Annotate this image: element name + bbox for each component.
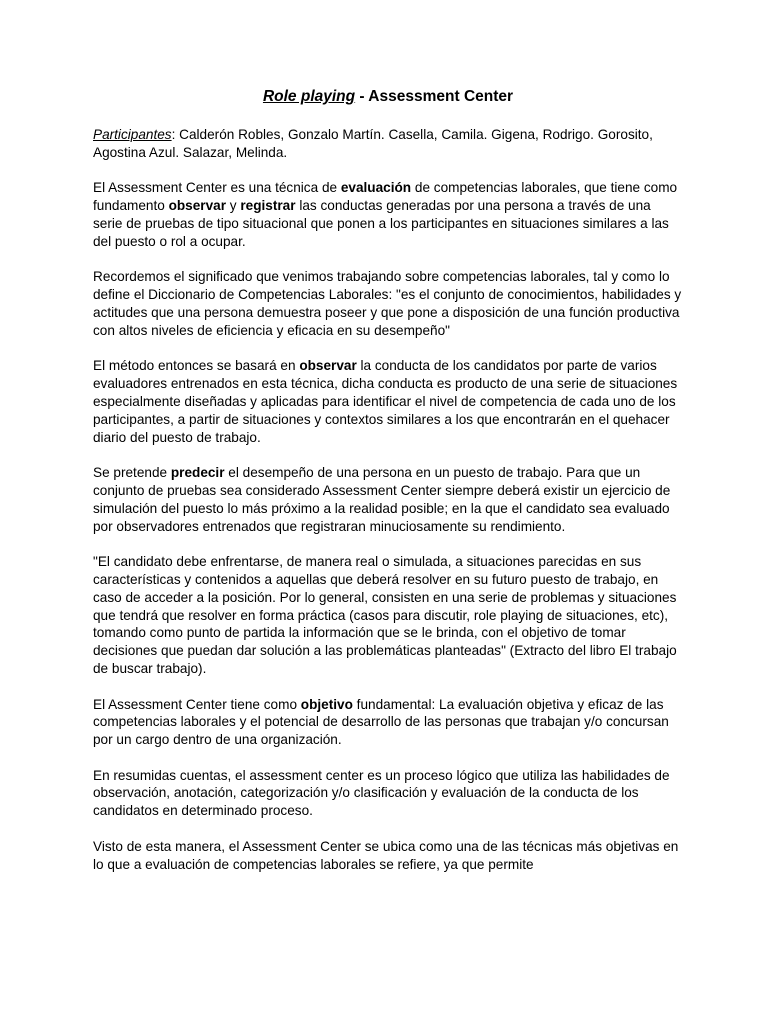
p3-bold-observar: observar	[299, 358, 357, 374]
p1-bold-registrar: registrar	[240, 198, 296, 214]
p4-text-a: Se pretende	[93, 465, 171, 481]
p4-bold-predecir: predecir	[170, 465, 225, 481]
p3-text-a: El método entonces se basará en	[93, 358, 300, 374]
document-body	[93, 87, 683, 891]
p1-text-c: de competencias laborales, que tiene como fundamento	[93, 180, 678, 214]
document-title	[93, 87, 683, 107]
p6-bold-objetivo: objetivo	[300, 696, 353, 712]
paragraph-3	[93, 357, 683, 446]
participants-label: Participantes	[93, 127, 172, 142]
paragraph-7: En resumidas cuentas, el assessment center es un proceso lógico que utiliza las habilidades de observación, anotación, categorización y/o clasificación y evaluación de la conducta de los candidatos en determinado proceso.	[93, 767, 670, 819]
p1-bold-observar: observar	[168, 198, 227, 214]
title-italic: Role playing	[262, 88, 356, 105]
paragraph-5-quote: "El candidato debe enfrentarse, de manera real o simulada, a situaciones parecidas en sus características y contenidos a aquellas que deberá resolver en su futuro puesto de trabajo, en caso de acceder a la posición. Por lo general, consisten en una serie de problemas y situaciones que tendrá que resolver en forma práctica (casos para discutir, role playing de situaciones, etc), tomando como punto de partida la información que se le brinda, con el objetivo de tomar decisiones que puedan dar solución a las problemáticas planteadas" (Extracto del libro El trabajo de buscar trabajo).	[93, 554, 677, 676]
p3-text-c: la conducta de los candidatos por parte de varios evaluadores entrenados en esta técnica, dicha conducta es producto de una serie de situaciones especialmente diseñadas y aplicadas para identificar el nivel de competencia de cada uno de los participantes, a partir de situaciones y contextos similares a los que encontrarán en el quehacer diario del puesto de trabajo.	[93, 358, 678, 445]
p1-text-g: las conductas generadas por una persona a través de una serie de pruebas de tipo situacional que ponen a los participantes en situaciones similares a las del puesto o rol a ocupar.	[93, 198, 669, 249]
title-rest: - Assessment Center	[355, 88, 514, 105]
p1-bold-evaluacion: evaluación	[340, 180, 412, 196]
paragraph-6	[93, 696, 683, 749]
paragraph-1	[93, 179, 683, 250]
paragraph-2: Recordemos el significado que venimos trabajando sobre competencias laborales, tal y como lo define el Diccionario de Competencias Laborales: "es el conjunto de conocimientos, habilidades y actitudes que una persona demuestra poseer y que pone a disposición de una función productiva con altos niveles de eficiencia y eficacia en su desempeño"	[93, 269, 682, 338]
p4-text-c: el desempeño de una persona en un puesto de trabajo. Para que un conjunto de pruebas sea considerado Assessment Center siempre deberá existir un ejercicio de simulación del puesto lo más próximo a la realidad posible; en la que el candidato sea evaluado por observadores entrenados que registraran minuciosamente su rendimiento.	[93, 465, 671, 534]
participants-line	[93, 126, 683, 162]
paragraph-4	[93, 464, 683, 535]
participants-names: : Calderón Robles, Gonzalo Martín. Casella, Camila. Gigena, Rodrigo. Gorosito, Agostina Azul. Salazar, Melinda.	[93, 127, 653, 160]
p6-text-c: fundamental: La evaluación objetiva y eficaz de las competencias laborales y el potencial de desarrollo de las personas que trabajan y/o concursan por un cargo dentro de una organización.	[93, 696, 669, 748]
p1-text-e: y	[226, 198, 241, 214]
paragraph-8: Visto de esta manera, el Assessment Center se ubica como una de las técnicas más objetivas en lo que a evaluación de competencias laborales se refiere, ya que permite	[93, 838, 679, 872]
p1-text-a: El Assessment Center es una técnica de	[93, 180, 341, 196]
p6-text-a: El Assessment Center tiene como	[93, 696, 301, 712]
